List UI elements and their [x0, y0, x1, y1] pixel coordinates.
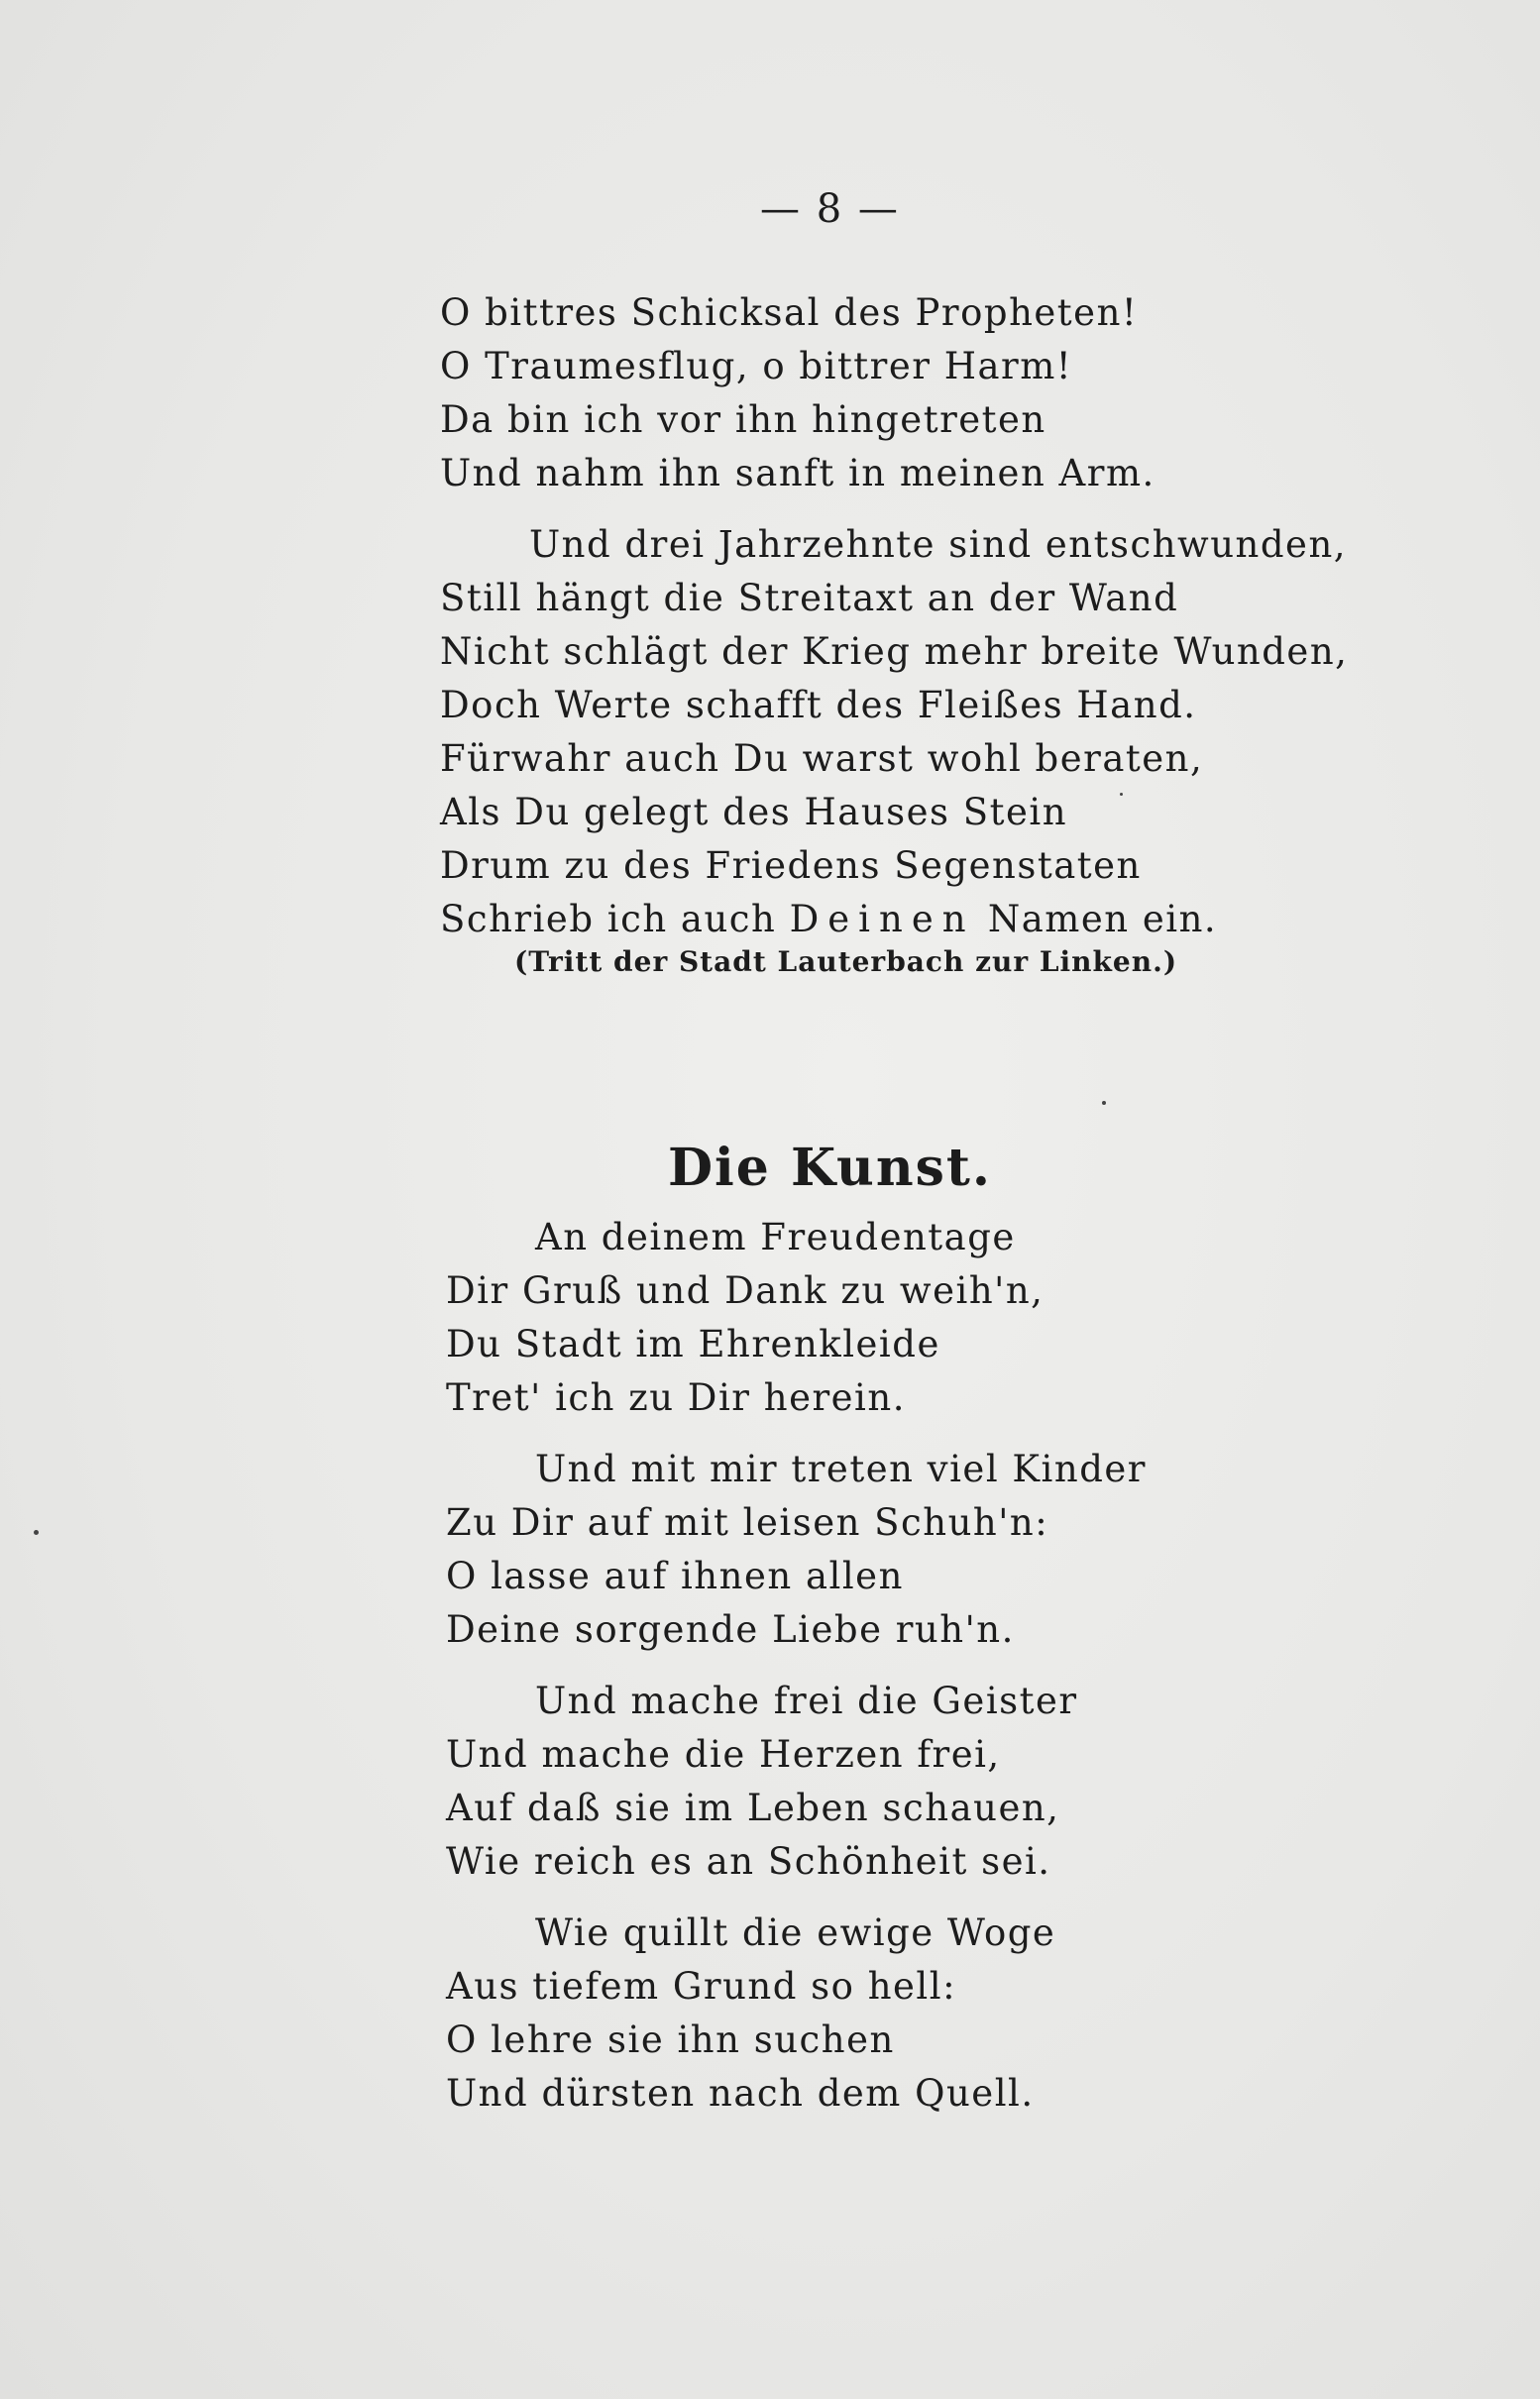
verse-line: Wie quillt die ewige Woge: [535, 1911, 1056, 1954]
stanza-gap: [446, 1889, 1147, 1907]
poem-die-kunst: [446, 1211, 1147, 2121]
verse-line: Und mache frei die Geister: [535, 1680, 1078, 1722]
verse-line: Du Stadt im Ehrenkleide: [446, 1323, 940, 1365]
verse-line: Deine sorgende Liebe ruh'n.: [446, 1608, 1015, 1651]
verse-line: Aus tiefem Grund so hell:: [446, 1965, 957, 2008]
verse-line: Nicht schlägt der Krieg mehr breite Wunden,: [440, 630, 1349, 673]
verse-line: Und mache die Herzen frei,: [446, 1733, 1001, 1776]
verse-line: Dir Gruß und Dank zu weih'n,: [446, 1269, 1045, 1312]
stanza-gap: [446, 1657, 1147, 1675]
verse-line: O bittres Schicksal des Propheten!: [440, 291, 1139, 334]
verse-line-final: [440, 893, 1348, 946]
verse-line: O lehre sie ihn suchen: [446, 2018, 895, 2061]
verse-line: Und drei Jahrzehnte sind entschwunden,: [529, 523, 1348, 566]
paper-speck: [34, 1530, 39, 1535]
stage-direction: (Tritt der Stadt Lauterbach zur Linken.): [514, 945, 1178, 978]
poem-continuation: [440, 286, 1348, 946]
verse-line: Und dürsten nach dem Quell.: [446, 2072, 1035, 2115]
verse-line: Drum zu des Friedens Segenstaten: [440, 844, 1142, 887]
verse-line: Auf daß sie im Leben schauen,: [446, 1787, 1060, 1829]
verse-line: An deinem Freudentage: [535, 1216, 1016, 1258]
verse-text: Namen ein.: [974, 898, 1218, 940]
verse-line: Fürwahr auch Du warst wohl beraten,: [440, 737, 1204, 780]
verse-line: O Traumesflug, o bittrer Harm!: [440, 345, 1073, 387]
verse-line: Still hängt die Streitaxt an der Wand: [440, 577, 1179, 619]
verse-line: Und nahm ihn sanft in meinen Arm.: [440, 452, 1155, 494]
verse-text: Schrieb ich auch: [440, 898, 790, 940]
page-number: — 8 —: [760, 186, 900, 232]
verse-line: Da bin ich vor ihn hingetreten: [440, 398, 1046, 441]
stanza-gap: [446, 1425, 1147, 1443]
verse-line: Doch Werte schafft des Fleißes Hand.: [440, 684, 1197, 726]
paper-speck: [1120, 793, 1123, 796]
section-title: Die Kunst.: [667, 1138, 993, 1198]
verse-line: O lasse auf ihnen allen: [446, 1555, 904, 1597]
verse-line: Als Du gelegt des Hauses Stein: [440, 791, 1068, 833]
verse-line: Tret' ich zu Dir herein.: [446, 1376, 906, 1419]
emphasized-word: Deinen: [789, 898, 975, 940]
verse-line: Zu Dir auf mit leisen Schuh'n:: [446, 1501, 1049, 1544]
verse-line: Wie reich es an Schönheit sei.: [446, 1840, 1051, 1883]
verse-line: Und mit mir treten viel Kinder: [535, 1448, 1147, 1490]
stanza-gap: [440, 500, 1348, 518]
paper-speck: [1102, 1101, 1106, 1105]
